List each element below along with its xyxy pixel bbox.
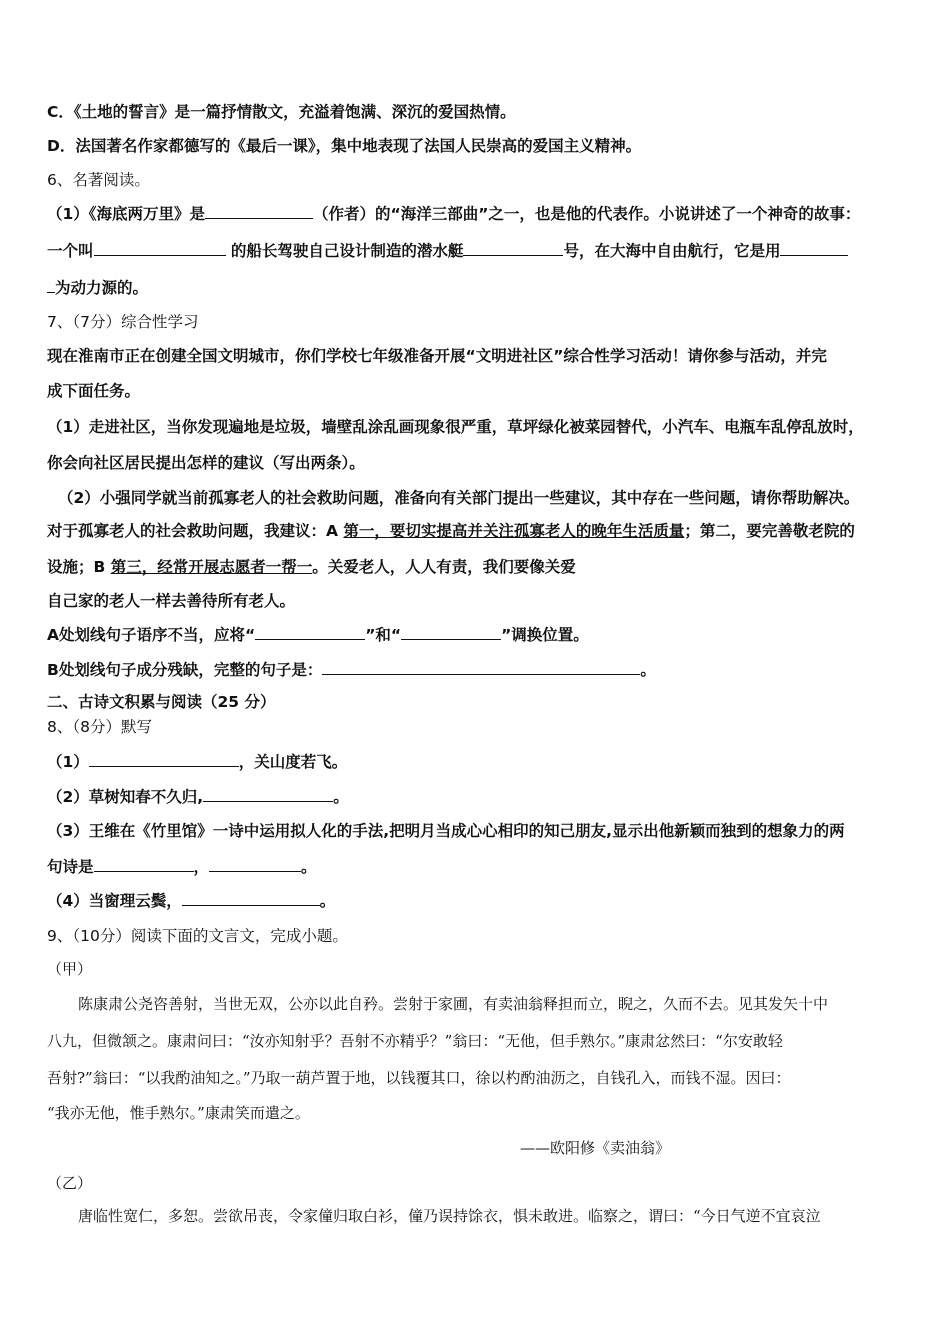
q7-text: B处划线句子成分残缺，完整的句子是：	[47, 661, 323, 679]
q7-text: 。	[640, 661, 656, 679]
q7-intro-2: 成下面任务。	[47, 382, 141, 400]
q8-text: （1）	[47, 753, 89, 771]
q6-text: 号，在大海中自由航行，它是用	[563, 242, 781, 260]
option-d: D．法国著名作家都德写的《最后一课》，集中地表现了法国人民崇高的爱国主义精神。	[47, 137, 642, 155]
passage-line: “我亦无他，惟手熟尔。”康肃笑而遣之。	[47, 1104, 310, 1122]
q6-line-2	[47, 240, 848, 262]
answer-blank[interactable]	[209, 856, 301, 872]
q7-text: 设施；B	[47, 558, 111, 576]
answer-blank[interactable]	[94, 856, 194, 872]
answer-blank[interactable]	[401, 624, 501, 640]
q8-line-2	[47, 786, 349, 808]
section-2-heading: 二、古诗文积累与阅读（25 分）	[47, 693, 276, 711]
q8-text: 。	[333, 788, 349, 806]
q6-text: 的船长驾驶自己设计制造的潜水艇	[230, 242, 464, 260]
q7-text: 。关爱老人，人人有责，我们要像关爱	[312, 558, 576, 576]
q6-line-3	[47, 277, 148, 299]
q8-text: 句诗是	[47, 858, 94, 876]
q7-a-line	[47, 624, 589, 646]
answer-blank[interactable]	[463, 240, 563, 256]
underlined-sentence-a: 第一，要切实提高并关注孤寡老人的晚年生活质量	[343, 522, 685, 540]
passage-jia-label: （甲）	[47, 960, 93, 978]
answer-blank[interactable]	[205, 203, 313, 219]
q8-text: （2）草树知春不久归,	[47, 788, 204, 806]
answer-blank[interactable]	[47, 277, 55, 293]
answer-blank[interactable]	[780, 240, 848, 256]
q8-heading: 8、（8分）默写	[47, 718, 152, 736]
q8-line-3a: （3）王维在《竹里馆》一诗中运用拟人化的手法,把明月当成心心相印的知己朋友,显示出他新颖而独到的想象力的两	[47, 822, 845, 840]
option-c: C．《土地的誓言》是一篇抒情散文，充溢着饱满、深沉的爱国热情。	[47, 103, 516, 121]
q8-text: （4）当窗理云鬓，	[47, 892, 182, 910]
q7-task-2a: （2）小强同学就当前孤寡老人的社会救助问题，准备向有关部门提出一些建议，其中存在一些问题，请你帮助解决。	[58, 489, 860, 507]
q7-text: ”调换位置。	[501, 626, 589, 644]
q8-text: 。	[319, 892, 336, 910]
q7-text: A处划线句子语序不当，应将“	[47, 626, 256, 644]
q6-heading: 6、名著阅读。	[47, 171, 150, 189]
passage-yi-label: （乙）	[47, 1174, 93, 1192]
q7-text: ；第二，要完善敬老院的	[684, 522, 855, 540]
q8-text: 。	[301, 858, 317, 876]
q6-text: 为动力源的。	[55, 279, 149, 297]
q7-task-1a: （1）走进社区，当你发现遍地是垃圾，墙壁乱涂乱画现象很严重，草坪绿化被菜园替代，小汽车、电瓶车乱停乱放时，	[47, 418, 864, 436]
passage-line: 吾射?”翁曰：“以我酌油知之。”乃取一葫芦置于地，以钱覆其口，徐以杓酌油沥之，自钱孔入，而钱不湿。因曰：	[47, 1069, 791, 1087]
q7-text: ”和“	[365, 626, 402, 644]
q7-b-line	[47, 659, 656, 681]
q7-text: 对于孤寡老人的社会救助问题，我建议：A	[47, 522, 344, 540]
answer-blank[interactable]	[89, 751, 239, 767]
q7-intro-1: 现在淮南市正在创建全国文明城市，你们学校七年级准备开展“文明进社区”综合性学习活动！请你参与活动，并完	[47, 347, 827, 365]
passage-source: ——欧阳修《卖油翁》	[519, 1139, 670, 1157]
q7-task-2b	[47, 520, 855, 542]
q6-text: 一个叫	[47, 242, 94, 260]
answer-blank[interactable]	[322, 659, 640, 675]
q8-line-1	[47, 751, 347, 773]
q6-line-1	[47, 203, 860, 225]
q6-text: （作者）的“海洋三部曲”之一，也是他的代表作。小说讲述了一个神奇的故事：	[313, 205, 861, 223]
q9-heading: 9、（10分）阅读下面的文言文，完成小题。	[47, 927, 348, 945]
q7-task-2d: 自己家的老人一样去善待所有老人。	[47, 592, 296, 610]
q8-text: ，关山度若飞。	[238, 753, 348, 771]
answer-blank[interactable]	[255, 624, 365, 640]
q7-heading: 7、（7分）综合性学习	[47, 313, 199, 331]
q7-task-2c	[47, 556, 576, 578]
answer-blank[interactable]	[203, 786, 333, 802]
q8-line-4	[47, 890, 335, 912]
q6-text: （1）《海底两万里》是	[47, 205, 206, 223]
passage-line: 唐临性宽仁，多恕。尝欲吊丧，令家僮归取白衫，僮乃误持馀衣，惧未敢进。临察之，谓曰：“今日气逆不宜哀泣	[78, 1207, 821, 1225]
q8-line-3b	[47, 856, 317, 878]
passage-line: 八九，但微颔之。康肃问曰：“汝亦知射乎？吾射不亦精乎？”翁曰：“无他，但手熟尔。”康肃忿然曰：“尔安敢轻	[47, 1032, 783, 1050]
q7-task-1b: 你会向社区居民提出怎样的建议（写出两条）。	[47, 454, 365, 472]
answer-blank[interactable]	[94, 240, 226, 256]
underlined-sentence-b: 第三，经常开展志愿者一帮一	[110, 558, 313, 576]
answer-blank[interactable]	[182, 890, 320, 906]
passage-line: 陈康肃公尧咨善射，当世无双，公亦以此自矜。尝射于家圃，有卖油翁释担而立，睨之，久而不去。见其发矢十中	[78, 995, 829, 1013]
q8-text: ，	[193, 858, 210, 876]
